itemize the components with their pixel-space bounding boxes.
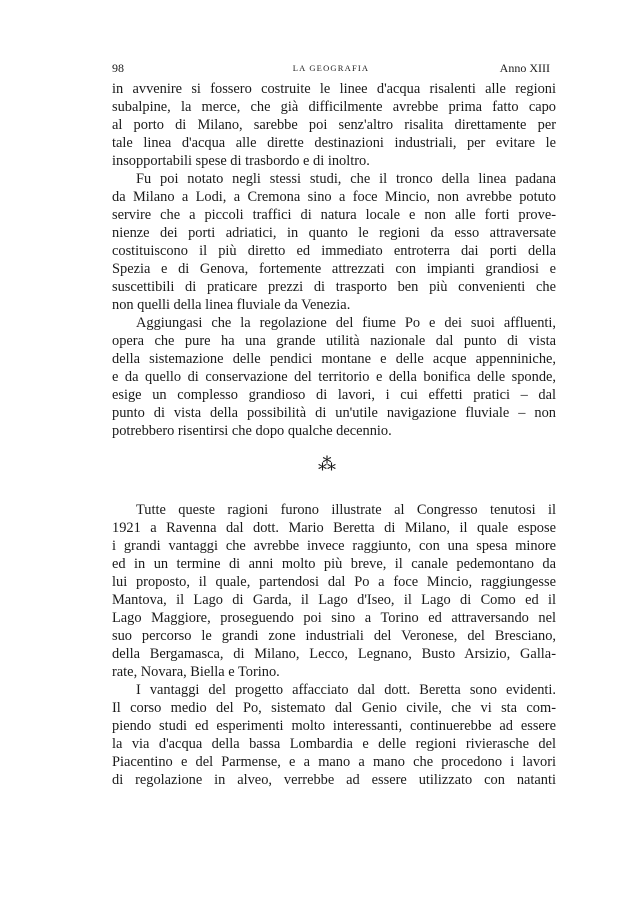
journal-year: Anno XIII [499,61,550,75]
paragraph [112,501,556,681]
text-line: della sistemazione delle pendici montane e delle acque appenniniche, [112,351,556,367]
paragraph [112,80,556,170]
text-line: suo percorso le grandi zone industriali del Veronese, del Bresciano, [112,628,556,644]
asterism: ⁂ [318,454,336,474]
text-line: non quelli della linea fluviale da Venezia. [112,297,351,313]
running-header [112,60,550,76]
text-line: tale linea d'acqua alle dirette destinazioni industriali, per evitare le [112,135,556,151]
paragraph [112,170,556,314]
text-line: Mantova, il Lago di Garda, il Lago d'Iseo, il Lago di Como ed il [112,592,556,608]
text-line: insopportabili spese di trasbordo e di inoltro. [112,153,370,169]
text-line: Fu poi notato negli stessi studi, che il tronco della linea padana [136,171,556,187]
text-line: rate, Novara, Biella e Torino. [112,664,280,680]
text-line: da Milano a Lodi, a Cremona sino a foce Mincio, non avrebbe potuto [112,189,556,205]
text-line: ed in un termine di anni molto più breve, il canale pedemontano da [112,556,556,572]
text-line: costituiscono il più diretto ed immediato entroterra dai porti della [112,243,556,259]
text-line: suscettibili di praticare prezzi di trasporto ben più convenienti che [112,279,556,295]
journal-title: LA GEOGRAFIA [292,63,370,73]
text-line: 1921 a Ravenna dal dott. Mario Beretta di Milano, il quale espose [112,520,556,536]
paragraph [112,314,556,440]
text-line: al porto di Milano, sarebbe poi senz'altro risalita direttamente per [112,117,556,133]
text-line: nienze dei porti adriatici, in quanto le regioni da esso attraversate [112,225,556,241]
text-line: la via d'acqua della bassa Lombardia e delle regioni rivierasche del [112,736,556,752]
text-line: I vantaggi del progetto affacciato dal dott. Beretta sono evidenti. [136,682,556,698]
text-line: in avvenire si fossero costruite le linee d'acqua risalenti alle regioni [112,81,556,97]
text-line: esige un complesso grandioso di lavori, i cui effetti pratici – dal [112,387,556,403]
text-line: piendo studi ed esperimenti molto interessanti, continuerebbe ad essere [112,718,556,734]
text-line: Piacentino e del Parmense, e a mano a mano che procedono i lavori [112,754,556,770]
text-line: servire che a piccoli traffici di natura locale e non alle forti prove- [112,207,556,223]
text-line: di regolazione in alveo, verrebbe ad essere utilizzato con natanti [112,772,556,788]
text-line: Aggiungasi che la regolazione del fiume Po e dei suoi affluenti, [136,315,556,331]
text-line: e da quello di conservazione del territorio e della bonifica delle sponde, [112,369,556,385]
text-line: i grandi vantaggi che avrebbe invece raggiunto, con una spesa minore [112,538,556,554]
body-text-top [112,80,556,440]
text-line: Lago Maggiore, proseguendo poi sino a Torino ed attraversando nel [112,610,556,626]
text-line: opera che pure ha una grande utilità nazionale dal punto di vista [112,333,556,349]
body-text-bottom [112,501,556,789]
text-line: Spezia e di Genova, fortemente attrezzati con impianti grandiosi e [112,261,556,277]
section-separator [318,455,348,479]
text-line: potrebbero risentirsi che dopo qualche decennio. [112,423,392,439]
text-line: della Bergamasca, di Milano, Lecco, Legnano, Busto Arsizio, Galla- [112,646,556,662]
text-line: Il corso medio del Po, sistemato dal Genio civile, che vi sta com- [112,700,556,716]
text-line: lui proposto, il quale, partendosi dal Po a foce Mincio, raggiungesse [112,574,556,590]
text-line: punto di vista della possibilità di un'utile navigazione fluviale – non [112,405,556,421]
text-line: Tutte queste ragioni furono illustrate al Congresso tenutosi il [136,502,556,518]
text-line: subalpine, la merce, che già difficilmente avrebbe prima fatto capo [112,99,556,115]
paragraph [112,681,556,789]
page-number: 98 [112,61,124,75]
